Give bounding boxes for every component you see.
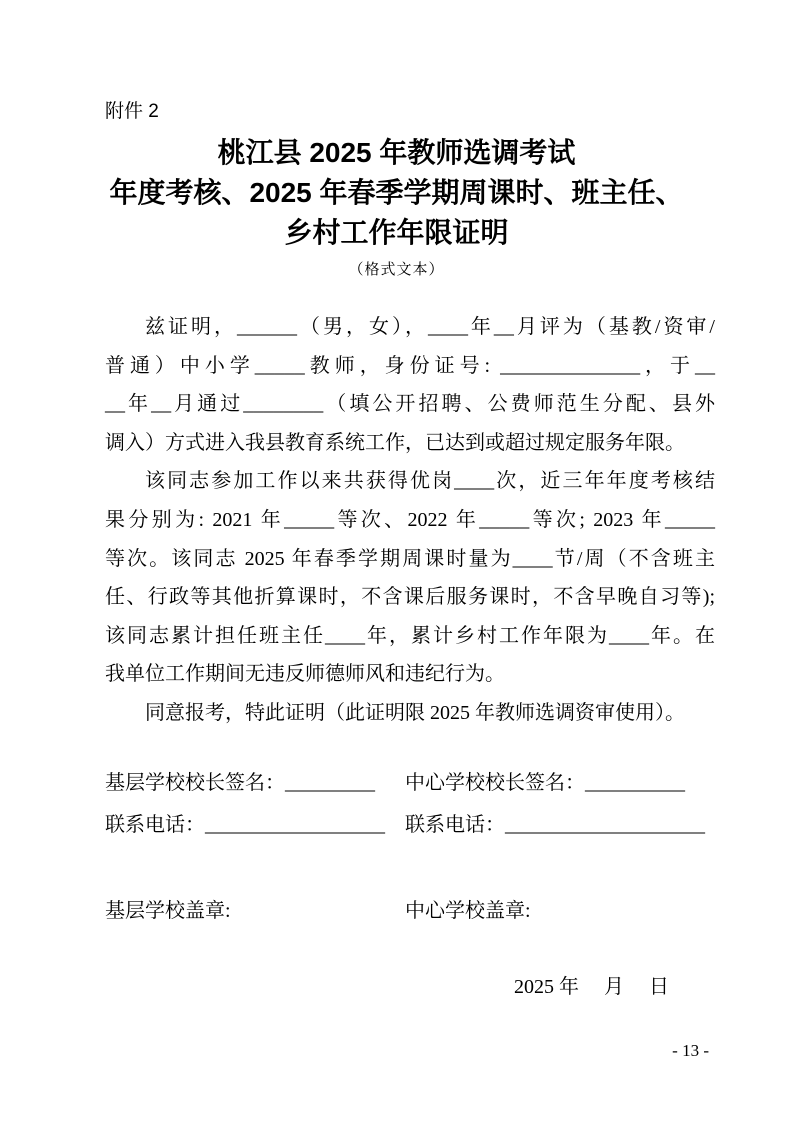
format-note: （格式文本） — [348, 262, 445, 278]
paragraph2-line3: 等次。该同志 2025 年春季学期周课时量为____节/周（不含班主 — [105, 547, 715, 570]
paragraph2-line4: 任、行政等其他折算课时，不含课后服务课时，不含早晚自习等); — [105, 586, 715, 609]
date-line: 2025 年 月 日 — [514, 975, 669, 998]
attachment-label: 附件 2 — [105, 101, 159, 122]
paragraph1-line2: 普通）中小学_____教师，身份证号: ______________，于__ — [105, 354, 715, 377]
signature-row-phone — [105, 804, 715, 846]
paragraph1-line1: 兹证明，______（男，女），____年__月评为（基教/资审/ — [145, 316, 715, 338]
paragraph3-line: 同意报考，特此证明（此证明限 2025 年教师选调资审使用）。 — [145, 701, 685, 724]
title-line-1: 桃江县 2025 年教师选调考试 — [217, 137, 576, 168]
document-title — [40, 133, 753, 253]
center-school-seal-label: 中心学校盖章: — [405, 899, 531, 922]
title-line-3: 乡村工作年限证明 — [284, 217, 509, 248]
title-line-2: 年度考核、2025 年春季学期周课时、班主任、 — [109, 177, 684, 208]
paragraph2-line5: 该同志累计担任班主任____年，累计乡村工作年限为____年。在 — [105, 624, 715, 647]
body-text — [105, 308, 715, 733]
paragraph1-line4: 调入）方式进入我县教育系统工作，已达到或超过规定服务年限。 — [105, 431, 685, 454]
center-school-phone: 联系电话：____________________ — [405, 813, 705, 836]
base-school-seal-label: 基层学校盖章: — [105, 899, 231, 922]
paragraph1-line3: __年__月通过________（填公开招聘、公费师范生分配、县外 — [105, 393, 715, 416]
paragraph2-line1: 该同志参加工作以来共获得优岗____次，近三年年度考核结 — [145, 470, 715, 493]
signature-row-principal — [105, 762, 715, 804]
center-school-principal-signature: 中心学校校长签名：__________ — [405, 771, 685, 794]
seal-row — [105, 890, 715, 932]
paragraph2-line2: 果分别为: 2021 年_____等次、2022 年_____等次; 2023 年_____ — [105, 508, 715, 531]
base-school-phone: 联系电话：__________________ — [105, 813, 385, 836]
paragraph2-line6: 我单位工作期间无违反师德师风和违纪行为。 — [105, 663, 505, 686]
page-number: - 13 - — [672, 1041, 709, 1060]
base-school-principal-signature: 基层学校校长签名：_________ — [105, 771, 375, 794]
